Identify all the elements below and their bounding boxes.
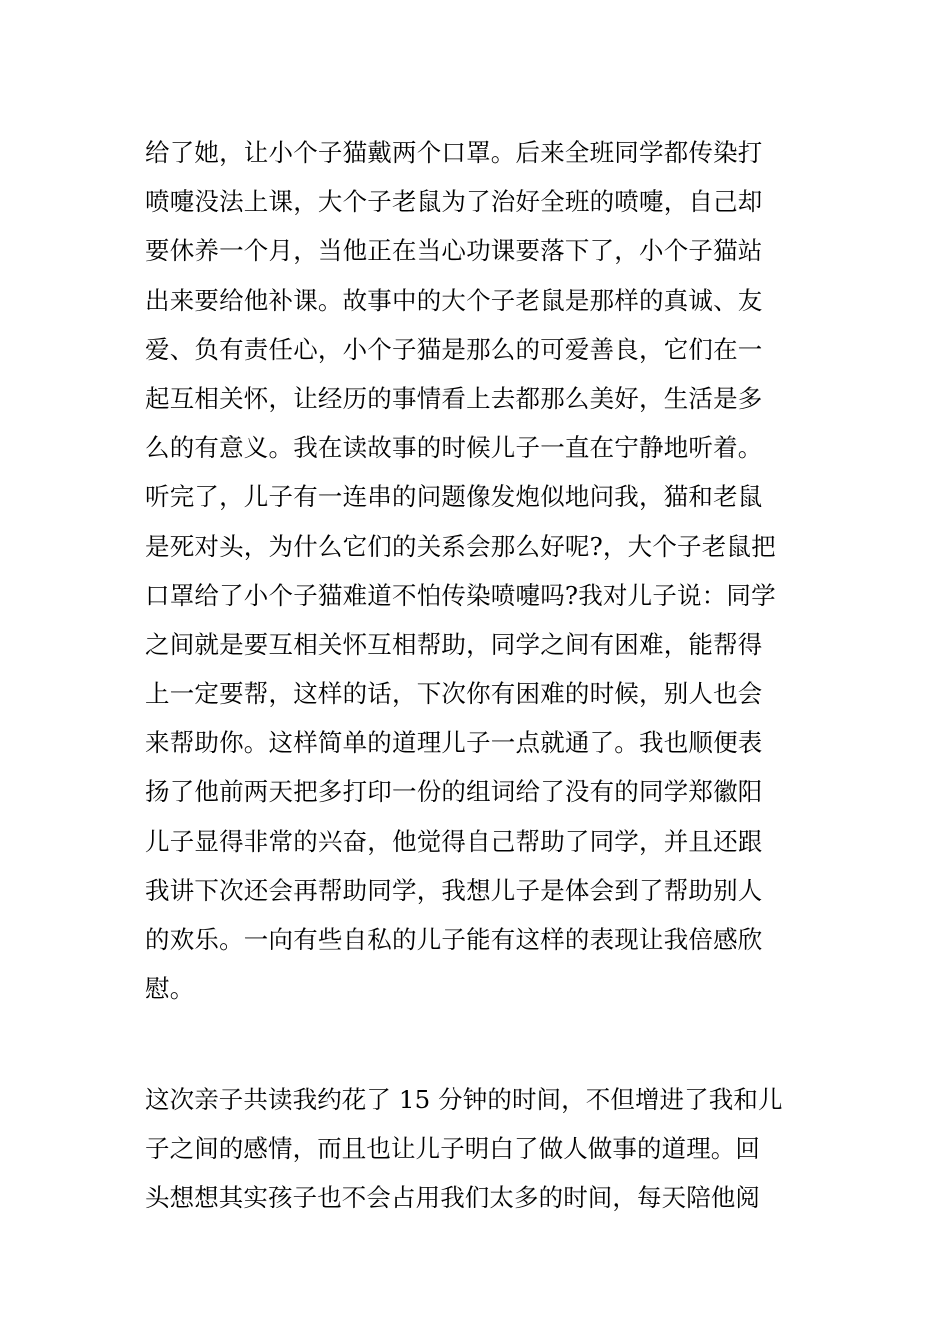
text-line: 出来要给他补课。故事中的大个子老鼠是那样的真诚、友 — [145, 285, 763, 315]
text-line: 么的有意义。我在读故事的时候儿子一直在宁静地听着。 — [145, 433, 763, 463]
text-line: 慰。 — [145, 974, 195, 1004]
text-line: 之间就是要互相关怀互相帮助，同学之间有困难，能帮得 — [145, 629, 763, 659]
text-line: 扬了他前两天把多打印一份的组词给了没有的同学郑徽阳 — [145, 777, 763, 807]
text-line: 子之间的感情，而且也让儿子明白了做人做事的道理。回 — [145, 1134, 760, 1164]
text-line: 起互相关怀，让经历的事情看上去都那么美好，生活是多 — [145, 383, 763, 413]
text-line: 喷嚏没法上课，大个子老鼠为了治好全班的喷嚏，自己却 — [145, 187, 763, 217]
text-line: 听完了，儿子有一连串的问题像发炮似地问我，猫和老鼠 — [145, 482, 763, 512]
text-line: 来帮助你。这样简单的道理儿子一点就通了。我也顺便表 — [145, 728, 763, 758]
text-line: 上一定要帮，这样的话，下次你有困难的时候，别人也会 — [145, 679, 763, 709]
text-line: 口罩给了小个子猫难道不怕传染喷嚏吗?我对儿子说：同学 — [145, 580, 776, 610]
body-paragraph-1 — [145, 128, 815, 1013]
text-line: 给了她，让小个子猫戴两个口罩。后来全班同学都传染打 — [145, 138, 763, 167]
body-paragraph-2 — [145, 1075, 815, 1223]
text-line: 头想想其实孩子也不会占用我们太多的时间，每天陪他阅 — [145, 1183, 760, 1213]
text-line: 是死对头，为什么它们的关系会那么好呢?，大个子老鼠把 — [145, 531, 776, 561]
text-line: 爱、负有责任心，小个子猫是那么的可爱善良，它们在一 — [145, 334, 763, 364]
text-line: 儿子显得非常的兴奋，他觉得自己帮助了同学，并且还跟 — [145, 826, 763, 856]
text-line: 要休养一个月，当他正在当心功课要落下了，小个子猫站 — [145, 236, 763, 266]
text-line: 我讲下次还会再帮助同学，我想儿子是体会到了帮助别人 — [145, 875, 763, 905]
text-line: 这次亲子共读我约花了 15 分钟的时间，不但增进了我和儿 — [145, 1085, 783, 1114]
text-line: 的欢乐。一向有些自私的儿子能有这样的表现让我倍感欣 — [145, 925, 763, 954]
